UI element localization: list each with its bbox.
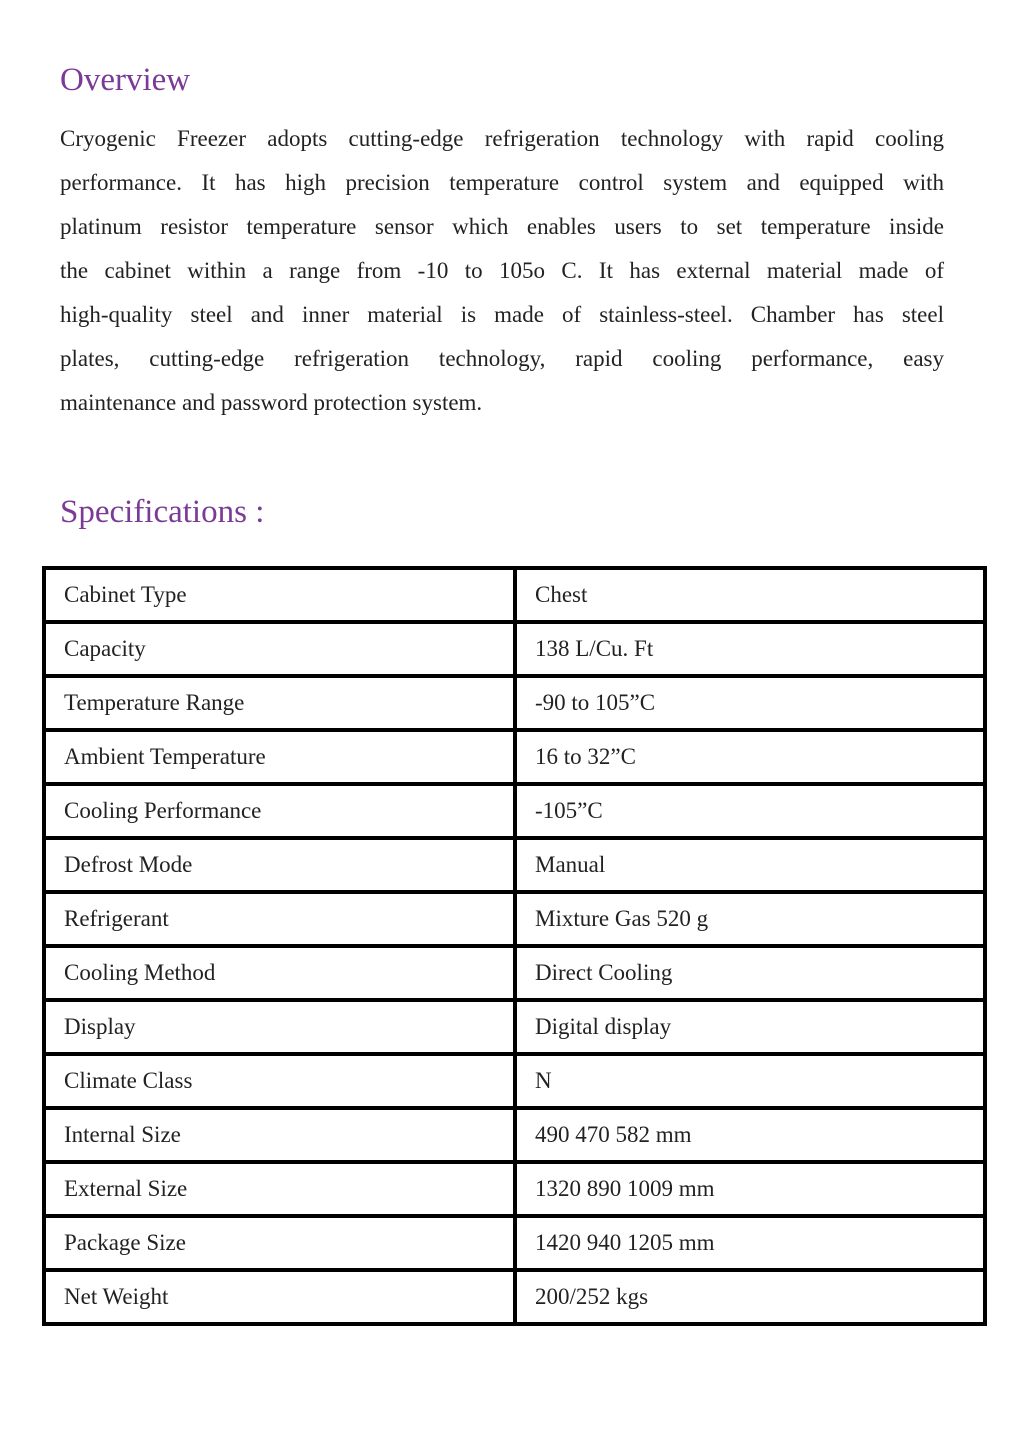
spec-value: Direct Cooling [515,946,985,1000]
spec-label: Ambient Temperature [44,730,515,784]
spec-value: Chest [515,568,985,622]
table-row [44,1054,985,1108]
spec-label: Display [44,1000,515,1054]
overview-heading: Overview [60,62,191,98]
table-row [44,622,985,676]
spec-label: Climate Class [44,1054,515,1108]
spec-label: Capacity [44,622,515,676]
specifications-heading: Specifications : [60,494,265,530]
paragraph-line: performance. It has high precision temperature control system and equipped with [60,170,944,195]
spec-label: Cooling Performance [44,784,515,838]
spec-value: 16 to 32”C [515,730,985,784]
table-row [44,676,985,730]
spec-value: 1420 940 1205 mm [515,1216,985,1270]
spec-label: Defrost Mode [44,838,515,892]
spec-value: 1320 890 1009 mm [515,1162,985,1216]
spec-label: Cabinet Type [44,568,515,622]
spec-value: Mixture Gas 520 g [515,892,985,946]
spec-value: Digital display [515,1000,985,1054]
spec-value: 138 L/Cu. Ft [515,622,985,676]
paragraph-line: plates, cutting-edge refrigeration technology, rapid cooling performance, easy [60,346,944,371]
table-row [44,1000,985,1054]
table-row [44,838,985,892]
table-row [44,1216,985,1270]
paragraph-line: maintenance and password protection system. [60,390,483,415]
spec-value: 200/252 kgs [515,1270,985,1324]
table-row [44,568,985,622]
table-row [44,1162,985,1216]
table-row [44,892,985,946]
spec-value: -105”C [515,784,985,838]
spec-label: External Size [44,1162,515,1216]
spec-label: Package Size [44,1216,515,1270]
paragraph-line: high-quality steel and inner material is made of stainless-steel. Chamber has steel [60,302,944,327]
table-row [44,730,985,784]
overview-paragraph [60,117,944,425]
spec-label: Refrigerant [44,892,515,946]
spec-value: N [515,1054,985,1108]
spec-value: -90 to 105”C [515,676,985,730]
spec-value: 490 470 582 mm [515,1108,985,1162]
spec-label: Cooling Method [44,946,515,1000]
table-row [44,1270,985,1324]
spec-label: Temperature Range [44,676,515,730]
specifications-table [42,566,987,1326]
table-row [44,946,985,1000]
paragraph-line: the cabinet within a range from -10 to 105o C. It has external material made of [60,258,944,283]
spec-value: Manual [515,838,985,892]
spec-label: Net Weight [44,1270,515,1324]
paragraph-line: Cryogenic Freezer adopts cutting-edge refrigeration technology with rapid cooling [60,126,944,151]
table-row [44,1108,985,1162]
paragraph-line: platinum resistor temperature sensor which enables users to set temperature inside [60,214,944,239]
spec-label: Internal Size [44,1108,515,1162]
table-row [44,784,985,838]
